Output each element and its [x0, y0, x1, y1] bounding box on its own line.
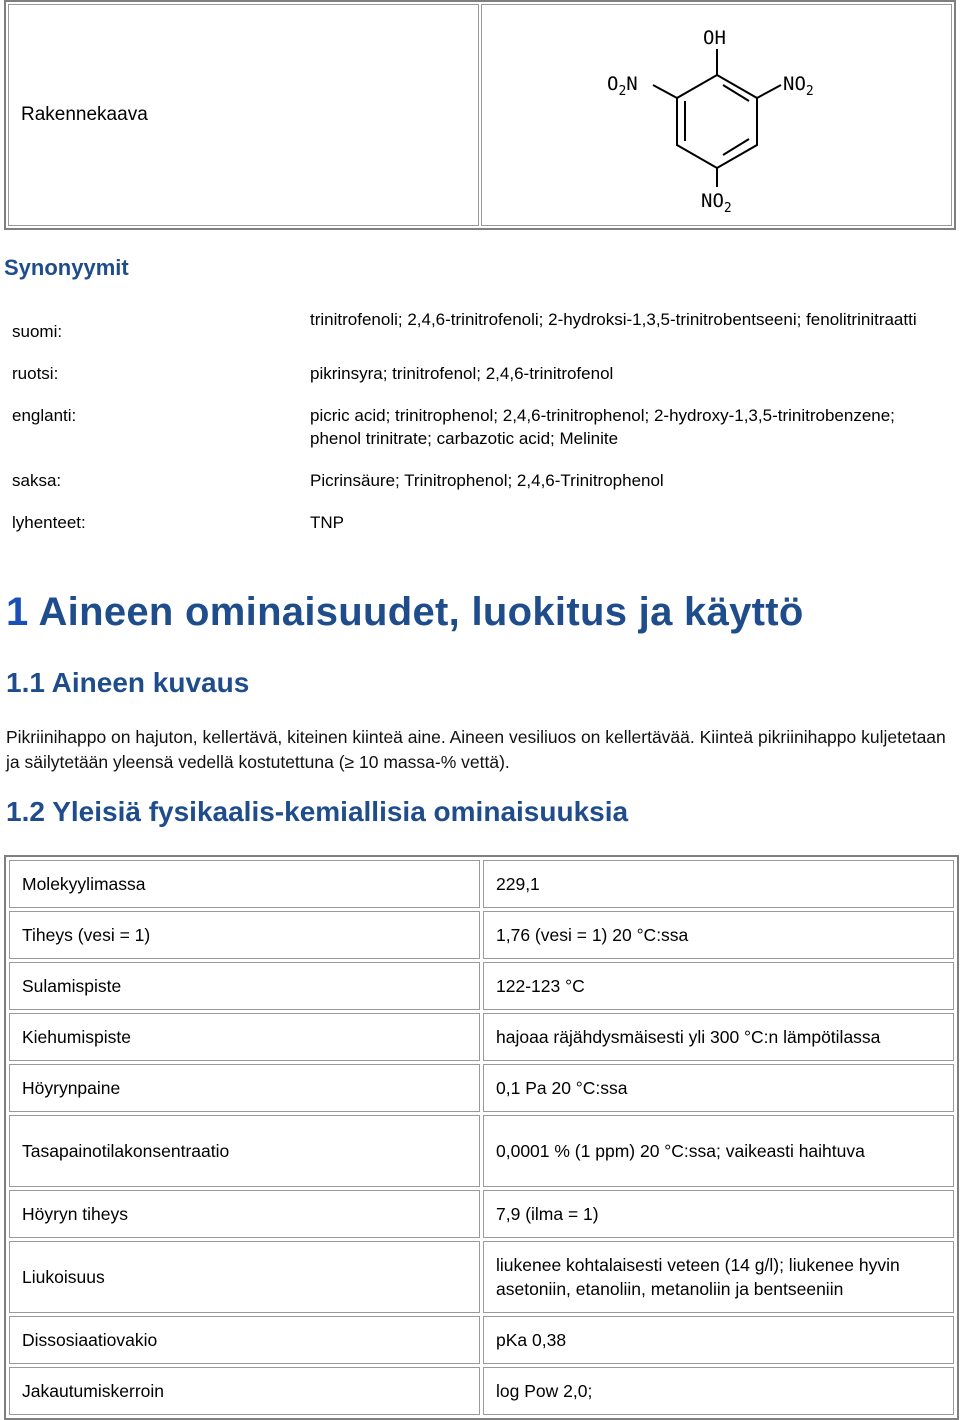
oh-label: OH	[702, 27, 726, 49]
property-row	[9, 1316, 954, 1364]
synonym-names: picric acid; trinitrophenol; 2,4,6-trinitrophenol; 2-hydroxy-1,3,5-trinitrobenzene; phenol trinitrate; carbazotic acid; Melinite	[310, 406, 895, 448]
section-1-1-heading: 1.1 Aineen kuvaus	[6, 667, 250, 698]
synonym-row	[12, 511, 942, 553]
structure-table	[4, 0, 956, 230]
section-1-title: Aineen ominaisuudet, luokitus ja käyttö	[38, 590, 804, 634]
property-key: Dissosiaatiovakio	[9, 1316, 480, 1364]
property-value: 7,9 (ilma = 1)	[483, 1190, 954, 1238]
synonym-lang: ruotsi:	[12, 364, 59, 383]
synonym-row	[12, 362, 942, 404]
property-row	[9, 1190, 954, 1238]
property-row	[9, 1241, 954, 1313]
synonym-row	[12, 469, 942, 511]
property-row	[9, 1013, 954, 1061]
property-key: Sulamispiste	[9, 962, 480, 1010]
property-row	[9, 1115, 954, 1187]
property-row	[9, 962, 954, 1010]
property-key: Liukoisuus	[9, 1241, 480, 1313]
property-key: Tiheys (vesi = 1)	[9, 911, 480, 959]
synonym-names: Picrinsäure; Trinitrophenol; 2,4,6-Trinitrophenol	[310, 471, 664, 490]
property-value: log Pow 2,0;	[483, 1367, 954, 1415]
section-1-number: 1	[6, 590, 29, 634]
synonym-row	[12, 404, 942, 469]
property-key: Kiehumispiste	[9, 1013, 480, 1061]
left-nitro-label: $O_2N$	[606, 73, 638, 99]
property-row	[9, 860, 954, 908]
property-value: pKa 0,38	[483, 1316, 954, 1364]
property-value: hajoaa räjähdysmäisesti yli 300 °C:n lämpötilassa	[483, 1013, 954, 1061]
section-1-heading	[6, 590, 804, 635]
property-value: 122-123 °C	[483, 962, 954, 1010]
property-row	[9, 911, 954, 959]
synonym-lang: saksa:	[12, 471, 62, 490]
properties-table	[4, 855, 959, 1420]
synonym-names: pikrinsyra; trinitrofenol; 2,4,6-trinitrofenol	[310, 364, 614, 383]
synonym-lang: suomi:	[12, 322, 63, 341]
structure-label: Rakennekaava	[8, 4, 479, 226]
property-key: Jakautumiskerroin	[9, 1367, 480, 1415]
property-row	[9, 1367, 954, 1415]
synonym-names: trinitrofenoli; 2,4,6-trinitrofenoli; 2-hydroksi-1,3,5-trinitrobentseeni; fenolitrinitraatti	[310, 310, 917, 329]
property-value: 229,1	[483, 860, 954, 908]
section-1-2-heading: 1.2 Yleisiä fysikaalis-kemiallisia ominaisuuksia	[6, 796, 629, 827]
synonyms-title: Synonyymit	[4, 255, 129, 280]
synonym-lang: lyhenteet:	[12, 513, 86, 532]
property-value: 0,0001 % (1 ppm) 20 °C:ssa; vaikeasti haihtuva	[483, 1115, 954, 1187]
bottom-nitro-label: $NO_2$	[700, 190, 732, 215]
property-key: Tasapainotilakonsentraatio	[9, 1115, 480, 1187]
property-key: Höyrynpaine	[9, 1064, 480, 1112]
right-nitro-label: $NO_2$	[782, 73, 814, 99]
synonym-names: TNP	[310, 513, 344, 532]
property-value: 1,76 (vesi = 1) 20 °C:ssa	[483, 911, 954, 959]
property-row	[9, 1064, 954, 1112]
property-key: Molekyylimassa	[9, 860, 480, 908]
synonym-row	[12, 308, 942, 362]
structure-image-cell	[481, 4, 952, 226]
synonym-lang: englanti:	[12, 406, 77, 425]
property-key: Höyryn tiheys	[9, 1190, 480, 1238]
synonyms-table	[12, 308, 942, 553]
property-value: liukenee kohtalaisesti veteen (14 g/l); liukenee hyvin asetoniin, etanoliin, metanoliin ja bentseeniin	[483, 1241, 954, 1313]
property-value: 0,1 Pa 20 °C:ssa	[483, 1064, 954, 1112]
picric-acid-structure-image	[597, 15, 837, 215]
section-1-1-description: Pikriinihappo on hajuton, kellertävä, kiteinen kiinteä aine. Aineen vesiliuos on kellertävää. Kiinteä pikriinihappo kuljetetaan ja säilytetään yleensä vedellä kostutettuna (≥ 10 massa-% vettä).	[6, 727, 946, 772]
